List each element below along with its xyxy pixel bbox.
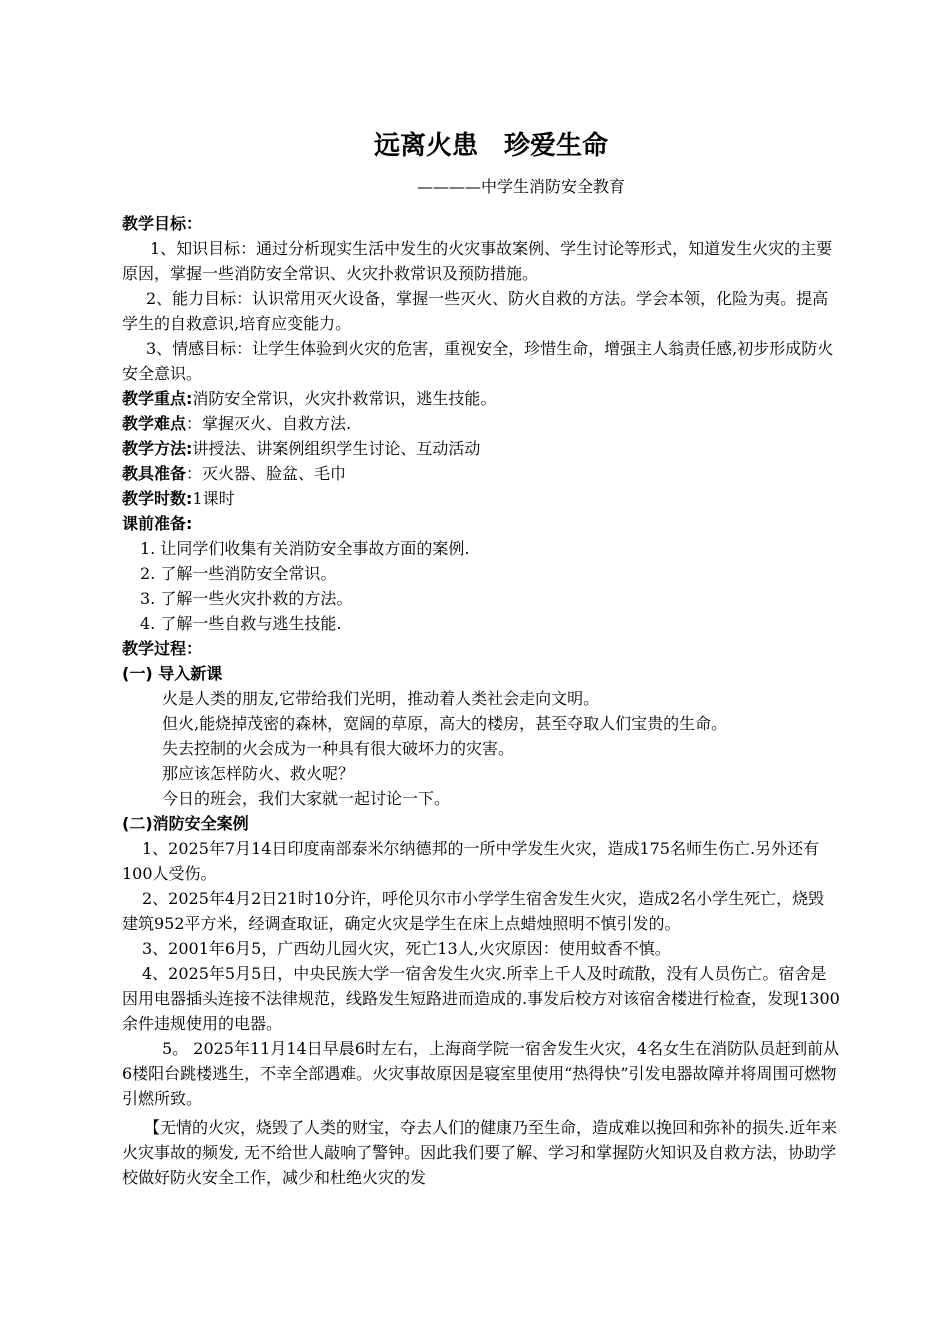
prep-heading: 课前准备: bbox=[122, 514, 193, 533]
prep-item-3: 3. 了解一些火灾扑救的方法。 bbox=[140, 589, 353, 608]
case-item-4: 4、2025年5月5日，中央民族大学一宿舍发生火灾.所幸上千人及时疏散，没有人员伤亡。宿舍是因用电器插头连接不法律规范，线路发生短路进而造成的.事发后校方对该宿舍楼进行检查，发现1300余件违规使用的电器。 bbox=[122, 964, 840, 1033]
closing-paragraph: 【无情的火灾，烧毁了人类的财宝，夺去人们的健康乃至生命，造成难以挽回和弥补的损失.近年来火灾事故的频发, 无不给世人敲响了警钟。因此我们要了解、学习和掌握防火知识及自救方法，协助学校做好防火安全工作，减少和杜绝火灾的发 bbox=[122, 1118, 838, 1187]
prep-item-2: 2. 了解一些消防安全常识。 bbox=[140, 564, 337, 583]
case-item-5: 5。 2025年11月14日早晨6时左右，上海商学院一宿舍发生火灾，4名女生在消防队员赶到前从6楼阳台跳楼逃生，不幸全部遇难。火灾事故原因是寝室里使用“热得快”引发电器故障并将周围可燃物引燃所致。 bbox=[122, 1039, 840, 1108]
objective-knowledge: 1、知识目标：通过分析现实生活中发生的火灾事故案例、学生讨论等形式，知道发生火灾的主要原因，掌握一些消防安全常识、火灾扑救常识及预防措施。 bbox=[122, 239, 833, 283]
intro-line-3: 失去控制的火会成为一种具有很大破坏力的灾害。 bbox=[162, 739, 515, 758]
prep-item-4: 4. 了解一些自救与逃生技能. bbox=[140, 614, 342, 633]
objective-emotion: 3、情感目标：让学生体验到火灾的危害，重视安全，珍惜生命，增强主人翁责任感,初步形成防火安全意识。 bbox=[122, 339, 834, 383]
case-item-3: 3、2001年6月5，广西幼儿园火灾，死亡13人,火灾原因：使用蚊香不慎。 bbox=[142, 939, 671, 958]
document-title: 远离火患 珍爱生命 bbox=[373, 131, 608, 161]
info-difficulties: 教学难点：掌握灭火、自救方法. bbox=[122, 414, 352, 433]
intro-line-1: 火是人类的朋友,它带给我们光明，推动着人类社会走向文明。 bbox=[162, 689, 600, 708]
info-materials: 教具准备：灭火器、脸盆、毛巾 bbox=[122, 464, 347, 483]
prep-item-1: 1. 让同学们收集有关消防安全事故方面的案例. bbox=[140, 539, 470, 558]
cases-heading: (二)消防安全案例 bbox=[122, 814, 249, 833]
document-subtitle: ————中学生消防安全教育 bbox=[416, 177, 625, 196]
intro-heading: (一) 导入新课 bbox=[122, 664, 223, 683]
case-item-2: 2、2025年4月2日21时10分许，呼伦贝尔市小学学生宿舍发生火灾，造成2名小学生死亡，烧毁建筑952平方米，经调查取证，确定火灾是学生在床上点蜡烛照明不慎引发的。 bbox=[122, 889, 825, 933]
case-item-1: 1、2025年7月14日印度南部泰米尔纳德邦的一所中学发生火灾，造成175名师生伤亡.另外还有100人受伤。 bbox=[122, 839, 820, 883]
info-methods: 教学方法:讲授法、讲案例组织学生讨论、互动活动 bbox=[122, 439, 481, 458]
intro-line-2: 但火,能烧掉茂密的森林，宽阔的草原，高大的楼房，甚至夺取人们宝贵的生命。 bbox=[162, 714, 728, 733]
info-hours: 教学时数:1课时 bbox=[122, 489, 235, 508]
intro-line-4: 那应该怎样防火、救火呢？ bbox=[162, 764, 355, 783]
process-heading: 教学过程： bbox=[122, 639, 203, 658]
objective-ability: 2、能力目标：认识常用灭火设备，掌握一些灭火、防火自救的方法。学会本领，化险为夷。提高学生的自救意识,培育应变能力。 bbox=[122, 289, 829, 333]
info-key-points: 教学重点:消防安全常识，火灾扑救常识，逃生技能。 bbox=[122, 389, 497, 408]
intro-line-5: 今日的班会，我们大家就一起讨论一下。 bbox=[162, 789, 451, 808]
objectives-heading: 教学目标： bbox=[122, 214, 203, 233]
